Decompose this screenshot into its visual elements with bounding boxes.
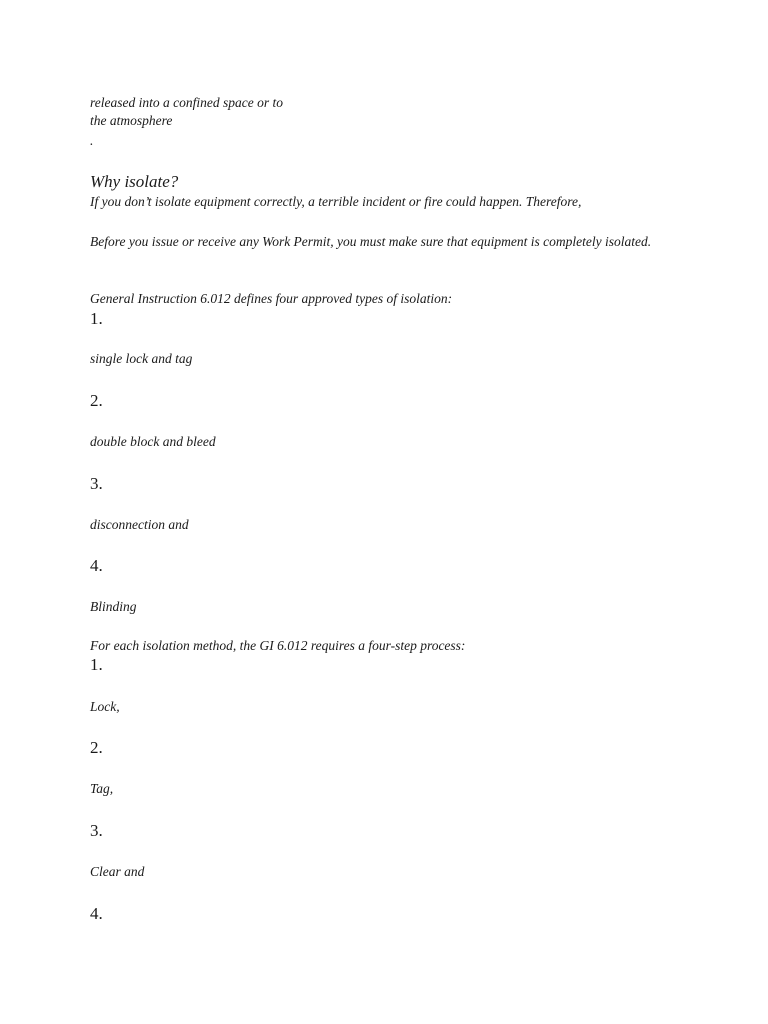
isolation-type-text: single lock and tag [90, 351, 193, 366]
intro-line-1: released into a confined space or to [90, 95, 283, 110]
intro-line-3: . [90, 133, 94, 148]
paragraph-1: If you don’t isolate equipment correctly, a terrible incident or fire could happen. Therefore, [90, 194, 582, 209]
paragraph-2: Before you issue or receive any Work Permit, you must make sure that equipment is completely isolated. [90, 234, 652, 249]
step-number: 2. [90, 738, 103, 757]
step-number: 3. [90, 821, 103, 840]
isolation-type-text: Blinding [90, 599, 137, 614]
section-heading: Why isolate? [90, 172, 179, 191]
isolation-type-number: 3. [90, 474, 103, 493]
intro-line-2: the atmosphere [90, 113, 173, 128]
step-text: Lock, [90, 699, 120, 714]
paragraph-3: General Instruction 6.012 defines four approved types of isolation: [90, 291, 453, 306]
step-text: Clear and [90, 864, 145, 879]
paragraph-4: For each isolation method, the GI 6.012 requires a four-step process: [90, 638, 466, 653]
isolation-type-number: 4. [90, 556, 103, 575]
step-number: 4. [90, 904, 103, 923]
isolation-type-number: 1. [90, 309, 103, 328]
step-text: Tag, [90, 781, 114, 796]
isolation-type-text: double block and bleed [90, 434, 216, 449]
step-number: 1. [90, 655, 103, 674]
isolation-type-number: 2. [90, 391, 103, 410]
isolation-type-text: disconnection and [90, 517, 189, 532]
